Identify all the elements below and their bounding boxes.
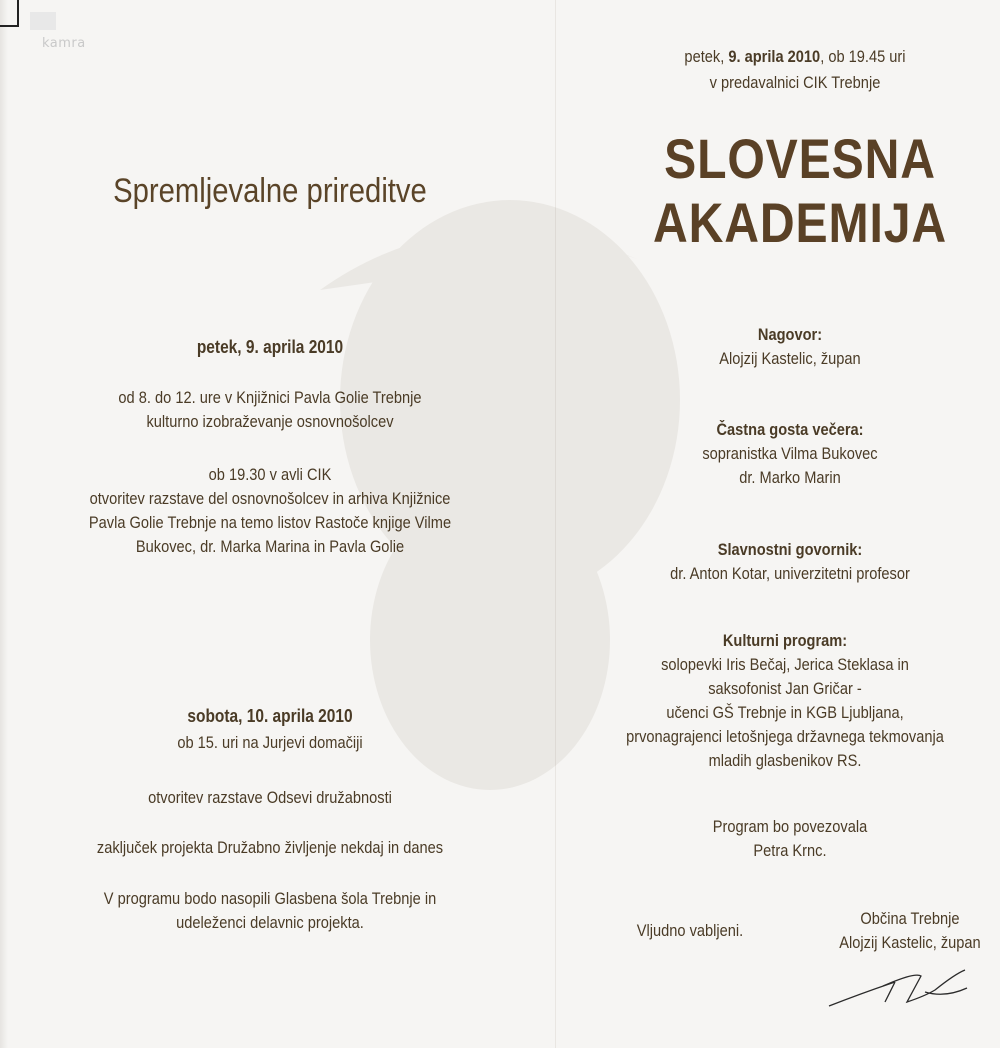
event-datetime: petek, 9. aprila 2010, ob 19.45 uri v predavalnici CIK Trebnje xyxy=(684,47,906,92)
day2-event3: V programu bodo nasopili Glasbena šola Trebnje in udeleženci delavnic projekta. xyxy=(103,889,437,932)
day1-date: petek, 9. aprila 2010 xyxy=(196,337,344,357)
watermark-text: kamra xyxy=(42,36,86,51)
day2-event2: zaključek projekta Družabno življenje nekdaj in danes xyxy=(96,838,444,857)
guests-section: Častna gosta večera: sopranistka Vilma Bukovec dr. Marko Marin xyxy=(702,420,878,487)
program-section: Kulturni program: solopevki Iris Bečaj, Jerica Steklasa in saksofonist Jan Gričar - učenci GŠ Trebnje in KGB Ljubljana, prvonagrajenci letošnjega državnega tekmovanja mladih glasbenikov RS. xyxy=(626,631,944,770)
host-section: Program bo povezovala Petra Krnc. xyxy=(712,817,868,860)
day2-place: ob 15. uri na Jurjevi domačiji xyxy=(177,733,363,752)
day1-event1: od 8. do 12. ure v Knjižnici Pavla Golie Trebnje kulturno izobraževanje osnovnošolcev xyxy=(118,388,422,431)
day1-event2: ob 19.30 v avli CIK otvoritev razstave del osnovnošolcev in arhiva Knjižnice Pavla Golie Trebnje na temo listov Rastoče knjige Vilme Bukovec, dr. Marka Marina in Pavla Golie xyxy=(88,465,452,556)
event-title: SLOVESNA AKADEMIJA xyxy=(652,127,948,254)
day2-date: sobota, 10. aprila 2010 xyxy=(187,706,353,726)
speaker-section: Slavnostni govornik: dr. Anton Kotar, univerzitetni profesor xyxy=(670,540,910,583)
signatory-block: Občina Trebnje Alojzij Kastelic, župan xyxy=(839,909,981,952)
left-panel-title: Spremljevalne prireditve xyxy=(113,172,427,210)
handwritten-signature xyxy=(825,962,975,1012)
invitation-closing: Vljudno vabljeni. xyxy=(636,921,744,940)
paper-edge xyxy=(0,0,8,1048)
nagovor-section: Nagovor: Alojzij Kastelic, župan xyxy=(719,325,861,368)
day2-event1: otvoritev razstave Odsevi družabnosti xyxy=(148,788,392,807)
